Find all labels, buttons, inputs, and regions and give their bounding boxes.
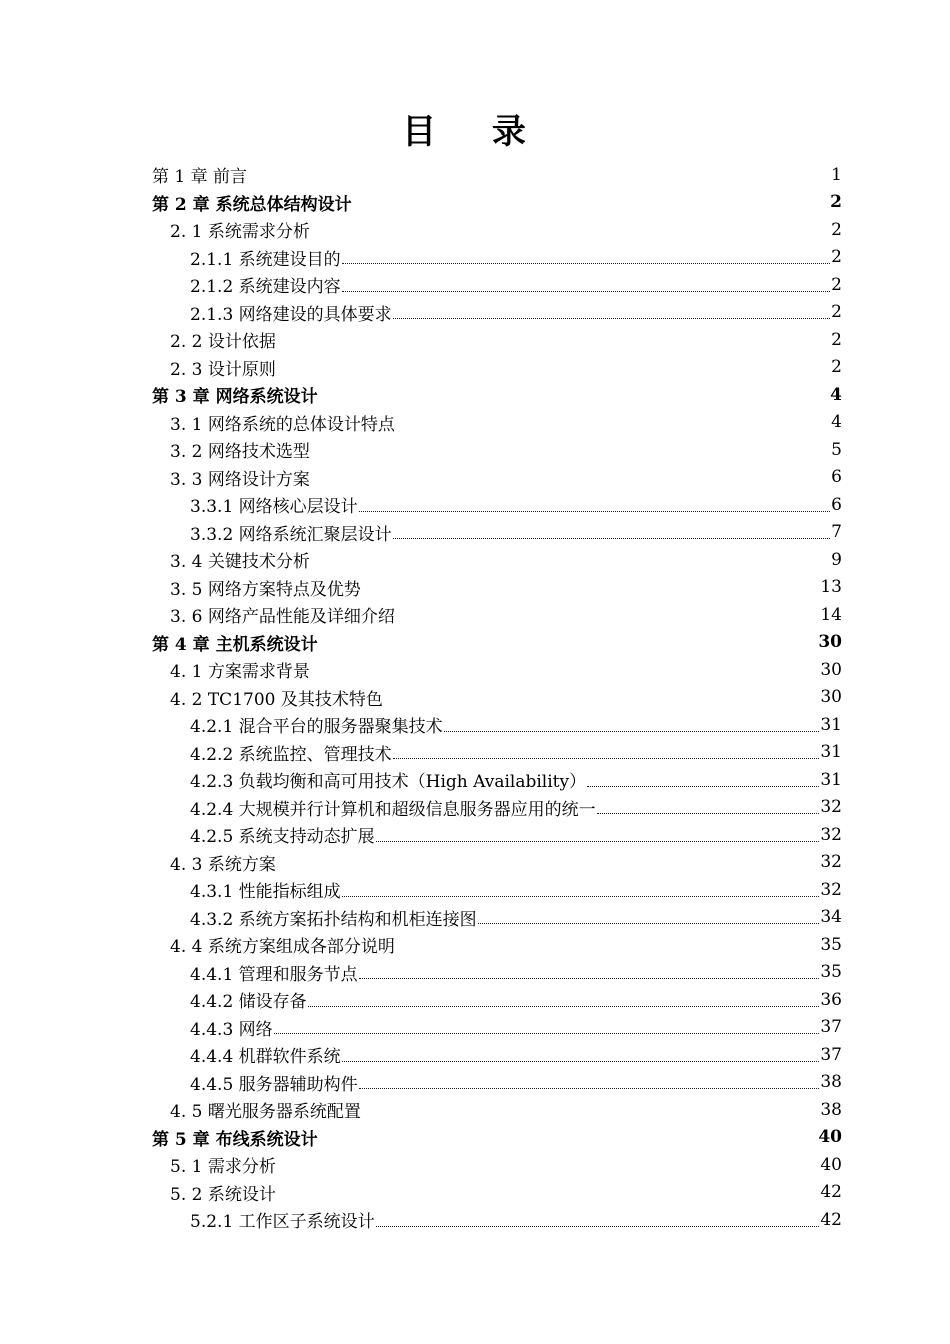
toc-page-number: 4 <box>831 412 842 433</box>
toc-page-number: 2 <box>831 357 842 378</box>
toc-entry-label: 5. 2 系统设计 <box>170 1184 276 1205</box>
toc-entry-label: 2.1.1 系统建设目的 <box>190 249 341 270</box>
toc-chapter-entry[interactable] <box>152 381 842 409</box>
toc-page-number: 42 <box>820 1182 842 1203</box>
toc-entry-label: 第 2 章 系统总体结构设计 <box>152 194 352 215</box>
toc-subsection-entry[interactable] <box>152 491 842 519</box>
toc-section-entry[interactable] <box>152 464 842 492</box>
toc-page-number: 4 <box>830 384 842 405</box>
toc-dot-leader <box>444 731 820 732</box>
toc-page-number: 30 <box>820 659 842 680</box>
toc-entry-label: 第 3 章 网络系统设计 <box>152 387 318 408</box>
toc-page-number: 42 <box>820 1209 842 1230</box>
toc-dot-leader <box>376 841 820 842</box>
toc-page-number: 2 <box>830 192 842 213</box>
toc-entry-label: 2.1.2 系统建设内容 <box>190 277 341 298</box>
toc-entry-label: 3. 4 关键技术分析 <box>170 552 310 573</box>
toc-subsection-entry[interactable] <box>152 739 842 767</box>
toc-page-number: 14 <box>820 604 842 625</box>
toc-dot-leader <box>359 1088 820 1089</box>
toc-page-number: 9 <box>831 549 842 570</box>
toc-entry-label: 4.4.5 服务器辅助构件 <box>190 1074 358 1095</box>
toc-subsection-entry[interactable] <box>152 271 842 299</box>
toc-entry-label: 第 4 章 主机系统设计 <box>152 634 318 655</box>
toc-section-entry[interactable] <box>152 849 842 877</box>
toc-page-number: 35 <box>820 934 842 955</box>
toc-chapter-entry[interactable] <box>152 161 842 189</box>
toc-page-number: 32 <box>820 797 842 818</box>
toc-entry-label: 2. 2 设计依据 <box>170 332 276 353</box>
toc-entry-label: 5.2.1 工作区子系统设计 <box>190 1212 375 1233</box>
toc-entry-label: 第 5 章 布线系统设计 <box>152 1129 318 1150</box>
toc-entry-label: 4. 5 曙光服务器系统配置 <box>170 1102 361 1123</box>
toc-page-number: 6 <box>831 494 842 515</box>
toc-dot-leader <box>342 263 831 264</box>
toc-subsection-entry[interactable] <box>152 821 842 849</box>
toc-subsection-entry[interactable] <box>152 1206 842 1234</box>
toc-dot-leader <box>359 511 831 512</box>
toc-entry-label: 4.2.3 负载均衡和高可用技术（High Availability） <box>190 772 587 793</box>
toc-section-entry[interactable] <box>152 216 842 244</box>
toc-subsection-entry[interactable] <box>152 1041 842 1069</box>
toc-entry-label: 4. 3 系统方案 <box>170 854 276 875</box>
toc-section-entry[interactable] <box>152 1151 842 1179</box>
toc-entry-label: 5. 1 需求分析 <box>170 1157 276 1178</box>
toc-entry-label: 4.2.4 大规模并行计算机和超级信息服务器应用的统一 <box>190 799 596 820</box>
toc-page-number: 30 <box>820 687 842 708</box>
toc-page-number: 2 <box>831 329 842 350</box>
toc-page-number: 35 <box>820 962 842 983</box>
toc-page-number: 36 <box>820 989 842 1010</box>
toc-page-number: 2 <box>831 274 842 295</box>
toc-section-entry[interactable] <box>152 409 842 437</box>
toc-dot-leader <box>393 318 831 319</box>
toc-page-number: 40 <box>818 1127 842 1148</box>
toc-entry-label: 4.4.1 管理和服务节点 <box>190 964 358 985</box>
toc-dot-leader <box>587 786 819 787</box>
toc-dot-leader <box>376 1226 820 1227</box>
toc-entry-label: 4.2.2 系统监控、管理技术 <box>190 744 392 765</box>
toc-chapter-entry[interactable] <box>152 1124 842 1152</box>
toc-entry-label: 4. 4 系统方案组成各部分说明 <box>170 937 395 958</box>
toc-page-number: 2 <box>831 219 842 240</box>
toc-section-entry[interactable] <box>152 931 842 959</box>
toc-section-entry[interactable] <box>152 656 842 684</box>
toc-subsection-entry[interactable] <box>152 244 842 272</box>
toc-entry-label: 3. 1 网络系统的总体设计特点 <box>170 414 395 435</box>
page-title: 目 录 <box>402 112 548 152</box>
toc-subsection-entry[interactable] <box>152 959 842 987</box>
toc-section-entry[interactable] <box>152 1179 842 1207</box>
toc-subsection-entry[interactable] <box>152 794 842 822</box>
toc-subsection-entry[interactable] <box>152 876 842 904</box>
toc-entry-label: 3. 2 网络技术选型 <box>170 442 310 463</box>
toc-subsection-entry[interactable] <box>152 299 842 327</box>
toc-dot-leader <box>393 538 831 539</box>
toc-entry-label: 3. 5 网络方案特点及优势 <box>170 579 361 600</box>
toc-dot-leader <box>393 758 820 759</box>
toc-dot-leader <box>342 291 831 292</box>
toc-subsection-entry[interactable] <box>152 1069 842 1097</box>
toc-page-number: 32 <box>820 852 842 873</box>
toc-entry-label: 4.4.2 储设存备 <box>190 992 307 1013</box>
toc-entry-label: 4.2.1 混合平台的服务器聚集技术 <box>190 717 443 738</box>
toc-entry-label: 4.2.5 系统支持动态扩展 <box>190 827 375 848</box>
toc-entry-label: 2.1.3 网络建设的具体要求 <box>190 304 392 325</box>
toc-chapter-entry[interactable] <box>152 189 842 217</box>
toc-dot-leader <box>359 978 820 979</box>
toc-entry-label: 4. 2 TC1700 及其技术特色 <box>170 689 383 710</box>
toc-section-entry[interactable] <box>152 601 842 629</box>
toc-chapter-entry[interactable] <box>152 629 842 657</box>
toc-dot-leader <box>274 1033 820 1034</box>
toc-page-number: 38 <box>820 1099 842 1120</box>
toc-subsection-entry[interactable] <box>152 904 842 932</box>
toc-section-entry[interactable] <box>152 1096 842 1124</box>
toc-section-entry[interactable] <box>152 574 842 602</box>
toc-page-number: 31 <box>820 742 842 763</box>
toc-section-entry[interactable] <box>152 546 842 574</box>
toc-page-number: 30 <box>818 632 842 653</box>
toc-dot-leader <box>308 1006 820 1007</box>
toc-entry-label: 4.3.2 系统方案拓扑结构和机柜连接图 <box>190 909 477 930</box>
toc-entry-label: 4.4.3 网络 <box>190 1019 273 1040</box>
toc-entry-label: 3.3.1 网络核心层设计 <box>190 497 358 518</box>
toc-page-number: 5 <box>831 439 842 460</box>
toc-section-entry[interactable] <box>152 326 842 354</box>
toc-page-number: 31 <box>820 714 842 735</box>
toc-page-number: 37 <box>820 1044 842 1065</box>
toc-page-number: 38 <box>820 1072 842 1093</box>
toc-page-number: 40 <box>820 1154 842 1175</box>
toc-section-entry[interactable] <box>152 684 842 712</box>
toc-dot-leader <box>597 813 820 814</box>
table-of-contents <box>152 161 842 1234</box>
toc-entry-label: 4.3.1 性能指标组成 <box>190 882 341 903</box>
toc-entry-label: 2. 1 系统需求分析 <box>170 222 310 243</box>
toc-dot-leader <box>478 923 820 924</box>
toc-page-number: 2 <box>831 302 842 323</box>
toc-entry-label: 第 1 章 前言 <box>152 167 248 188</box>
toc-page-number: 1 <box>831 164 842 185</box>
toc-dot-leader <box>342 1061 820 1062</box>
toc-entry-label: 3.3.2 网络系统汇聚层设计 <box>190 524 392 545</box>
toc-subsection-entry[interactable] <box>152 519 842 547</box>
toc-subsection-entry[interactable] <box>152 986 842 1014</box>
toc-page-number: 31 <box>820 769 842 790</box>
toc-page-number: 37 <box>820 1017 842 1038</box>
toc-page-number: 6 <box>831 467 842 488</box>
toc-entry-label: 3. 3 网络设计方案 <box>170 469 310 490</box>
toc-section-entry[interactable] <box>152 436 842 464</box>
toc-page-number: 32 <box>820 879 842 900</box>
toc-subsection-entry[interactable] <box>152 766 842 794</box>
toc-subsection-entry[interactable] <box>152 1014 842 1042</box>
toc-page-number: 34 <box>820 907 842 928</box>
toc-page-number: 7 <box>831 522 842 543</box>
toc-entry-label: 4. 1 方案需求背景 <box>170 662 310 683</box>
toc-entry-label: 4.4.4 机群软件系统 <box>190 1047 341 1068</box>
toc-page-number: 13 <box>820 577 842 598</box>
toc-section-entry[interactable] <box>152 354 842 382</box>
toc-subsection-entry[interactable] <box>152 711 842 739</box>
toc-page-number: 32 <box>820 824 842 845</box>
toc-page-number: 2 <box>831 247 842 268</box>
toc-entry-label: 3. 6 网络产品性能及详细介绍 <box>170 607 395 628</box>
toc-entry-label: 2. 3 设计原则 <box>170 359 276 380</box>
toc-dot-leader <box>342 896 820 897</box>
